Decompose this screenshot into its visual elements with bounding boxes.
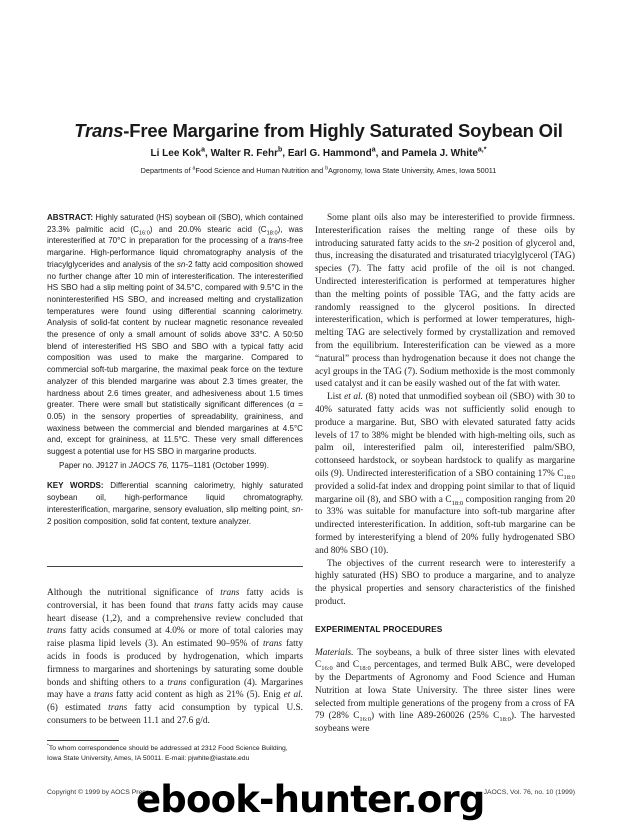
author: Walter R. Fehr$^b$, (210, 146, 288, 159)
paper-citation: Paper no. J9127 in JAOCS 76, 1175–1181 (October 1999). (59, 460, 269, 470)
author: Earl G. Hammond$^a$, and (287, 146, 402, 159)
body-paragraph: The objectives of the current research were to interesterify a highly saturated (HS) SBO to produce a margarine, and to analyze the physical properties and sensory characteristics of the finished product. (315, 558, 575, 607)
author: Li Lee Kok$^a$, (150, 146, 211, 159)
section-heading: EXPERIMENTAL PROCEDURES (315, 623, 443, 634)
affiliation: Departments of $^a$Food Science and Human Nutrition and $^b$Agronomy, Iowa State University, Ames, Iowa 50011 (140, 165, 497, 175)
keywords-label: KEY WORDS: (47, 481, 104, 491)
body-paragraph: Some plant oils also may be interesterified to provide firmness. Interesterification raises the melting range of these oils by introducing saturated fatty acids to the sn-2 position of glycerol and, thus, increasing the disaturated and trisaturated triacylglycerol (TAG) species (7). The fatty acid profile of the oil is not changed. Undirected interesterification is performed at temperatures higher than the melting points of possible TAG, and the fatty acids are randomly reassigned to the glycerol positions. In directed interesterification, which is performed at lower temperatures, high-melting TAG are selectively formed by crystallization and removed from the equilibrium. Interesterification can be viewed as a more “natural” process than hydrogenation because it does not change the acyl groups in the TAG (7). Sodium methoxide is the most commonly used catalyst and it can be easily washed out of the fat with water. (315, 213, 575, 390)
right-column (315, 212, 575, 736)
body-paragraph: Materials. The soybeans, a bulk of three sister lines with elevated $C_{16:0}$ and $C_{18:0}$ percentages, and termed Bulk ABC, were developed by the Departments of Agronomy and Food Science and Human Nutrition at Iowa State University. The three sister lines were selected from multiple generations of the progeny from a cross of FA 79 (28% $C_{16:0}$) with line A89-260026 (25% $C_{18:0}$). The harvested soybeans were (315, 647, 575, 735)
intro-column (47, 587, 303, 728)
author: Pamela J. White$^{a,*}$ (401, 146, 487, 159)
copyright-line: Copyright © 1999 by AOCS Press (47, 789, 150, 796)
intro-paragraph: Although the nutritional significance of trans fatty acids is controversial, it has been found that trans fatty acids may cause heart disease (1,2), and a comprehensive review concluded that trans fatty acids consumed at 4.0% or more of total calories may raise plasma lipid levels (3). An estimated 90–95% of trans fatty acids in foods is produced by hydrogenation, which imparts firmness to margarines and shortenings by saturating some double bonds and shifting others to a trans configuration (4). Margarines may have a trans fatty acid content as high as 21% (5). Enig et al. (6) estimated trans fatty acid consumption by typical U.S. consumers to be between 11.1 and 27.6 g/d. (47, 588, 304, 726)
body-paragraph: List et al. (8) noted that unmodified soybean oil (SBO) with 30 to 40% saturated fatty acids was not sufficiently solid enough to produce a margarine. But, SBO with elevated saturated fatty acids levels of 17 to 38% might be blended with high-melting oils, such as palm oil, interesterified palm oil, interesterified palm/SBO, cottonseed hardstock, or soybean hardstock to qualify as margarine oils (9). Undirected interesterification of a SBO containing 17% $C_{18:0}$ provided a solid-fat index and dropping point similar to that of liquid margarine oil (8), and SBO with a $C_{18:0}$ composition ranging from 20 to 33% was suitable for manufacture into soft-tub margarine after undirected interesterification. In addition, soft-tub margarine can be formed by interesterifying a blend of 20% fully hydrogenated SBO and 80% SBO (10). (315, 392, 575, 556)
abstract-divider (47, 566, 303, 567)
abstract-block (47, 212, 303, 527)
paper-title: Trans-Free Margarine from Highly Saturated Soybean Oil (74, 120, 563, 141)
journal-issue: JAOCS, Vol. 76, no. 10 (1999) (483, 789, 575, 796)
author-list (0, 148, 637, 159)
footnote-divider (47, 740, 119, 741)
correspondence-footnote: *To whom correspondence should be addressed at 2312 Food Science Building, Iowa State University, Ames, IA 50011. E-mail: pjwhite@iastate.edu (47, 743, 288, 762)
keywords: KEY WORDS: Differential scanning calorimetry, highly saturated soybean oil, high-performance liquid chromatography, interesterification, margarine, sensory evaluation, slip melting point, sn-2 position composition, solid fat content, texture analyzer. (47, 481, 303, 526)
abstract-label: ABSTRACT: (47, 213, 94, 222)
abstract-text: ABSTRACT: Highly saturated (HS) soybean oil (SBO), which contained 23.3% palmitic acid $(C_{16:0})$ and 20.0% stearic acid $(C_{18:0})$, was interesterified at 70°C in preparation for the processing of a trans-free margarine. High-performance liquid chromatography analysis of the triacylglycerides and analysis of the sn-2 fatty acid composition showed no further change after 10 min of interesterification. The interesterified HS SBO had a slip melting point of 34.5°C, compared with 9.5°C in the noninteresterified HS SBO, and increased melting and crystallization temperatures were found using differential scanning calorimetry. Analysis of solid-fat content by nuclear magnetic resonance revealed the presence of only a small amount of solids above 33°C. A 50:50 blend of interesterified HS SBO and SBO with a typical fatty acid composition was used to make the margarine. Compared to commercial soft-tub margarine, the maximal peak force on the texture analyzer of this blended margarine was about 2.3 times greater, the hardness about 2.6 times greater, and adhesiveness about 1.5 times greater. There were small but statistically significant differences (α = 0.05) in the sensory properties of spreadability, graininess, and waxiness between the commercial and blended margarines at 4.5°C and, except for graininess, at 11.5°C. These very small differences suggest a potential use for HS SBO in margarine products. (47, 213, 303, 457)
watermark: ebook-hunter.org (136, 778, 485, 821)
